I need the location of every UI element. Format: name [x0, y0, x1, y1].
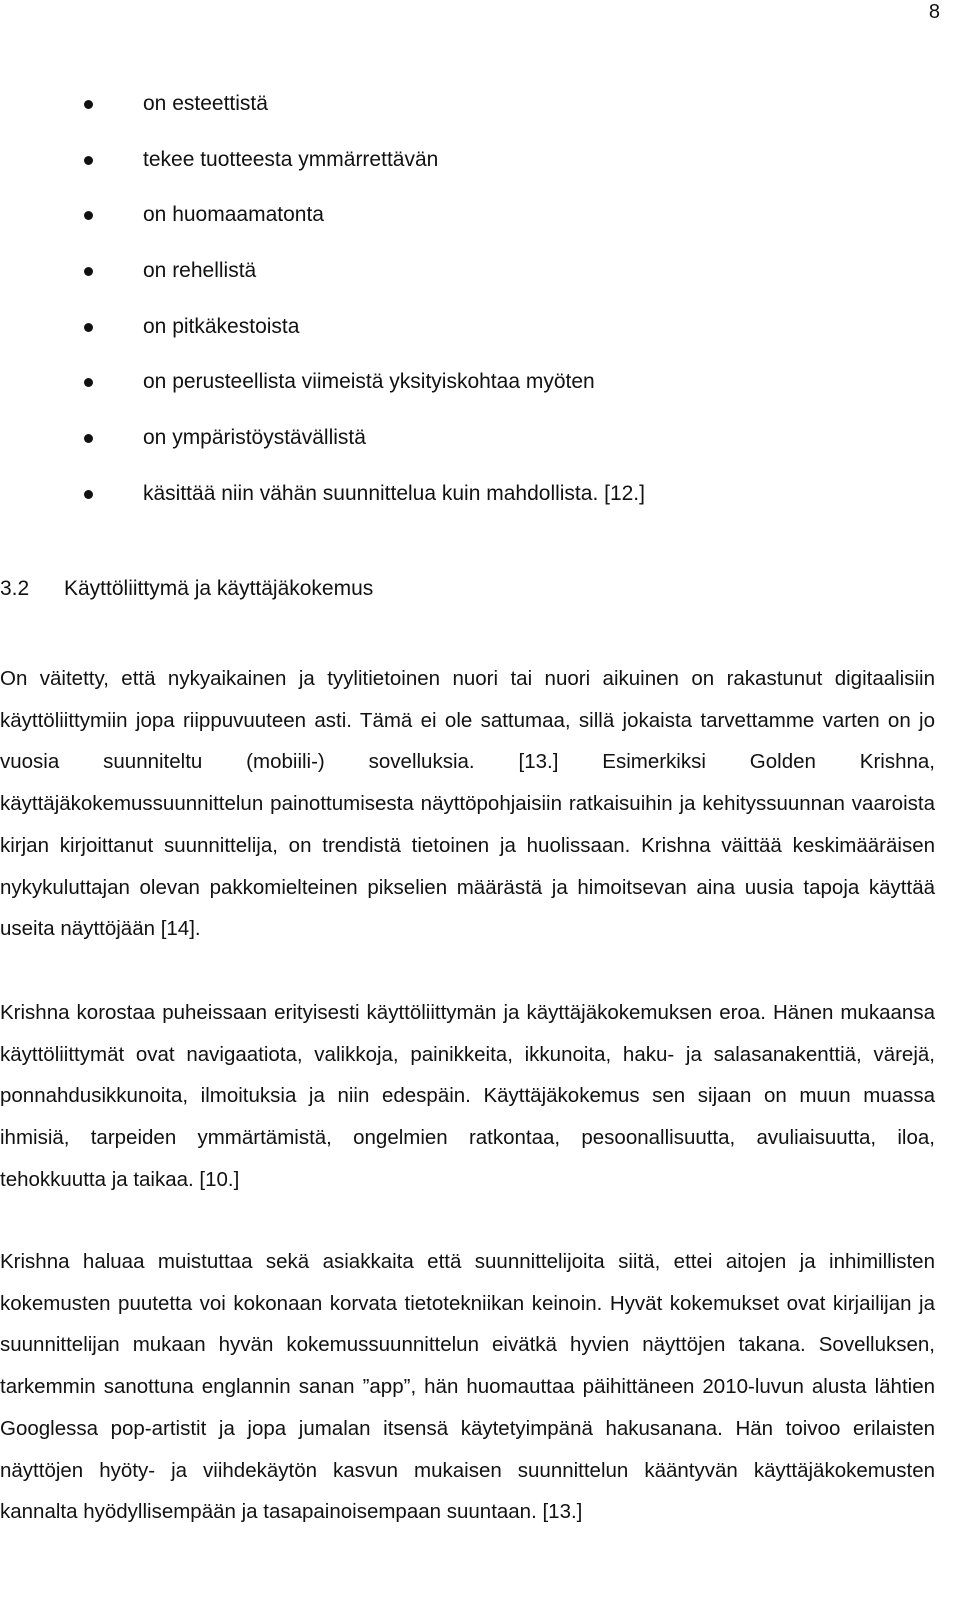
list-item-text: käsittää niin vähän suunnittelua kuin mahdollista. [12.]: [143, 481, 645, 505]
bullet-icon: [84, 100, 93, 109]
bullet-icon: [84, 434, 93, 443]
list-item: [0, 196, 960, 252]
list-item: [0, 308, 960, 364]
bullet-list: [0, 85, 960, 531]
bullet-icon: [84, 378, 93, 387]
list-item: [0, 419, 960, 475]
paragraph: Krishna korostaa puheissaan erityisesti käyttöliittymän ja käyttäjäkokemuksen eroa. Hänen mukaansa käyttöliittymät ovat navigaatiota, valikkoja, painikkeita, ikkunoita, haku- ja salasanakenttiä, värejä, ponnahdusikkunoita, ilmoituksia ja niin edespäin. Käyttäjäkokemus sen sijaan on muun muassa ihmisiä, tarpeiden ymmärtämistä, ongelmien ratkontaa, pesoonallisuutta, avuliaisuutta, iloa, tehokkuutta ja taikaa. [10.]: [0, 1001, 935, 1191]
list-item: [0, 363, 960, 419]
list-item-text: tekee tuotteesta ymmärrettävän: [143, 147, 439, 171]
page-number: 8: [928, 1, 940, 23]
bullet-icon: [84, 323, 93, 332]
list-item-text: on huomaamatonta: [143, 203, 324, 227]
list-item-text: on pitkäkestoista: [143, 314, 300, 338]
bullet-icon: [84, 211, 93, 220]
list-item-text: on perusteellista viimeistä yksityiskohtaa myöten: [143, 370, 595, 394]
section-number: 3.2: [0, 577, 30, 600]
paragraph: Krishna haluaa muistuttaa sekä asiakkaita että suunnittelijoita siitä, ettei aitojen ja inhimillisten kokemusten puutetta voi kokonaan korvata tietotekniikan keinoin. Hyvät kokemukset ovat kirjailijan ja suunnittelijan mukaan hyvän kokemussuunnittelun eivätkä hyvien näyttöjen takana. Sovelluksen, tarkemmin sanottuna englannin sanan ”app”, hän huomauttaa päihittäneen 2010-luvun alusta lähtien Googlessa pop-artistit ja jopa jumalan itsensä käytetyimpänä hakusanana. Hän toivoo erilaisten näyttöjen hyöty- ja viihdekäytön kasvun mukaisen suunnittelun kääntyvän käyttäjäkokemusten kannalta hyödyllisempään ja tasapainoisempaan suuntaan. [13.]: [0, 1250, 935, 1524]
bullet-icon: [84, 156, 93, 165]
list-item-text: on esteettistä: [143, 92, 268, 115]
list-item-text: on rehellistä: [143, 259, 257, 283]
bullet-icon: [84, 490, 93, 499]
section-heading: [0, 570, 373, 608]
list-item: [0, 85, 960, 141]
bullet-icon: [84, 267, 93, 276]
list-item-text: on ympäristöystävällistä: [143, 426, 366, 450]
list-item: [0, 475, 960, 531]
list-item: [0, 141, 960, 197]
section-title: Käyttöliittymä ja käyttäjäkokemus: [64, 577, 374, 600]
list-item: [0, 252, 960, 308]
paragraph: On väitetty, että nykyaikainen ja tyylitietoinen nuori tai nuori aikuinen on rakastunut digitaalisiin käyttöliittymiin jopa riippuvuuteen asti. Tämä ei ole sattumaa, sillä jokaista tarvettamme varten on jo vuosia suunniteltu (mobiili-) sovelluksia. [13.] Esimerkiksi Golden Krishna, käyttäjäkokemussuunnittelun painottumisesta näyttöpohjaisiin ratkaisuihin ja kehityssuunnan vaaroista kirjan kirjoittanut suunnittelija, on trendistä tietoinen ja huolissaan. Krishna väittää keskimääräisen nykykuluttajan olevan pakkomielteinen pikselien määrästä ja himoitsevan aina uusia tapoja käyttää useita näyttöjään [14].: [0, 667, 935, 941]
